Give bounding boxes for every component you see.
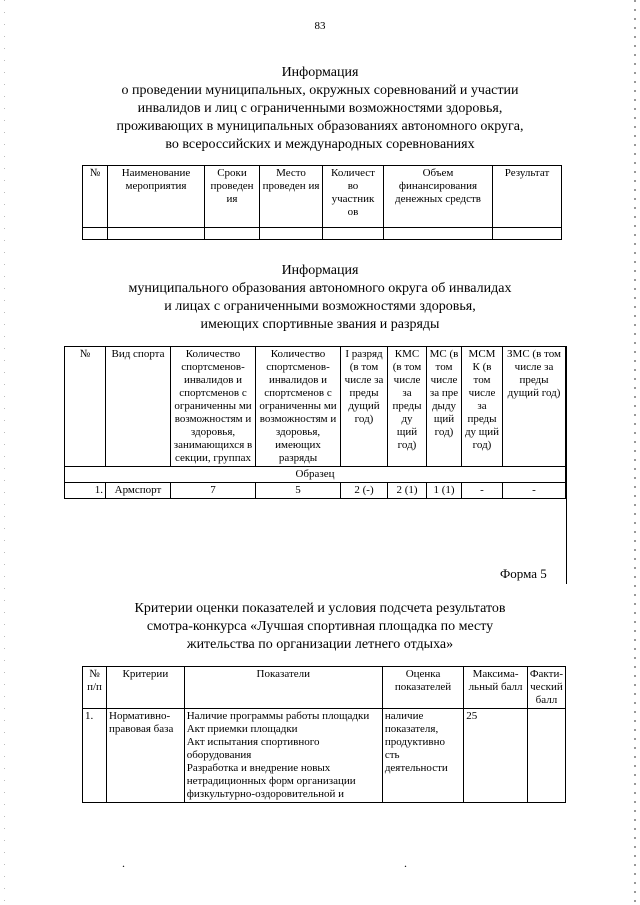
scan-edge-left bbox=[4, 0, 5, 905]
title-line: смотра-конкурса «Лучшая спортивная площадка по месту bbox=[146, 619, 494, 634]
table-row bbox=[65, 483, 566, 499]
table-row bbox=[83, 709, 566, 803]
section1-title bbox=[60, 64, 580, 154]
col-header: Количество спортсменов-инвалидов и спортсменов с ограниченны ми возможностям и здоровья, занимающихся в секции, группах bbox=[171, 347, 256, 467]
footer-mark: . bbox=[122, 856, 125, 870]
col-header: Место проведен ия bbox=[260, 166, 323, 228]
col-header: Оценка показателей bbox=[382, 667, 463, 709]
col-header: КМС (в том числе за преды ду щий год) bbox=[388, 347, 427, 467]
scan-edge-right bbox=[634, 0, 636, 905]
col-header: Наименование мероприятия bbox=[108, 166, 205, 228]
title-line: Информация bbox=[281, 263, 359, 278]
section3-title bbox=[70, 600, 570, 654]
cell: Армспорт bbox=[106, 483, 171, 499]
cell: 1. bbox=[65, 483, 106, 499]
indicator: Акт испытания спортивного оборудования bbox=[186, 736, 320, 761]
title-line: проживающих в муниципальных образованиях автономного округа, bbox=[116, 119, 524, 134]
col-header: ЗМС (в том числе за преды дущий год) bbox=[503, 347, 566, 467]
cell: 5 bbox=[256, 483, 341, 499]
title-line: Информация bbox=[281, 65, 359, 80]
indicators-cell bbox=[184, 709, 382, 803]
cell: - bbox=[503, 483, 566, 499]
title-line: жительства по организации летнего отдыха» bbox=[186, 637, 454, 652]
title-line: во всероссийских и международных соревнованиях bbox=[165, 137, 475, 152]
col-header: Критерии bbox=[107, 667, 185, 709]
title-line: имеющих спортивные звания и разряды bbox=[200, 317, 440, 332]
col-header: Сроки проведен ия bbox=[205, 166, 260, 228]
page-number: 83 bbox=[314, 20, 326, 32]
title-line: Критерии оценки показателей и условия подсчета результатов bbox=[134, 601, 506, 616]
indicator: Наличие программы работы площадки bbox=[186, 710, 370, 722]
table-row bbox=[83, 228, 562, 240]
col-header: МС (в том числе за пре дыду щий год) bbox=[427, 347, 462, 467]
col-header: Количест во участник ов bbox=[323, 166, 384, 228]
title-line: о проведении муниципальных, окружных соревнований и участии bbox=[121, 83, 519, 98]
title-line: инвалидов и лиц с ограниченными возможностями здоровья, bbox=[137, 101, 503, 116]
col-header: № bbox=[65, 347, 106, 467]
col-header: Результат bbox=[493, 166, 562, 228]
cell: - bbox=[462, 483, 503, 499]
title-line: и лицах с ограниченными возможностями здоровья, bbox=[164, 299, 476, 314]
cell: 1. bbox=[83, 709, 107, 803]
col-header: Максима-льный балл bbox=[464, 667, 528, 709]
section2-title bbox=[60, 262, 580, 334]
col-header: Факти-ческий балл bbox=[527, 667, 565, 709]
cell: наличие показателя, продуктивно сть деятельности bbox=[382, 709, 463, 803]
cell: 2 (-) bbox=[341, 483, 388, 499]
col-header: № bbox=[83, 166, 108, 228]
indicator: Акт приемки площадки bbox=[186, 723, 298, 735]
col-header: Количество спортсменов-инвалидов и спортсменов с ограниченны ми возможностям и здоровья, имеющих разряды bbox=[256, 347, 341, 467]
form-label: Форма 5 bbox=[500, 566, 547, 581]
title-line: муниципального образования автономного округа об инвалидах bbox=[128, 281, 512, 296]
ranks-table bbox=[64, 346, 566, 499]
competitions-table bbox=[82, 165, 562, 240]
footer-mark: . bbox=[404, 856, 407, 870]
cell bbox=[527, 709, 565, 803]
sample-label: Образец bbox=[65, 467, 566, 483]
col-header: I разряд (в том числе за преды дущий год) bbox=[341, 347, 388, 467]
cell: 7 bbox=[171, 483, 256, 499]
cell: Нормативно-правовая база bbox=[107, 709, 185, 803]
indicator: Разработка и внедрение новых нетрадиционных форм организации физкультурно-оздоровительной и bbox=[186, 762, 356, 800]
col-header: Объем финансирования денежных средств bbox=[384, 166, 493, 228]
col-header: Показатели bbox=[184, 667, 382, 709]
scan-line bbox=[566, 346, 567, 584]
cell: 2 (1) bbox=[388, 483, 427, 499]
col-header: МСМ К (в том числе за преды ду щий год) bbox=[462, 347, 503, 467]
cell: 25 bbox=[464, 709, 528, 803]
col-header: № п/п bbox=[83, 667, 107, 709]
col-header: Вид спорта bbox=[106, 347, 171, 467]
cell: 1 (1) bbox=[427, 483, 462, 499]
criteria-table bbox=[82, 666, 566, 803]
